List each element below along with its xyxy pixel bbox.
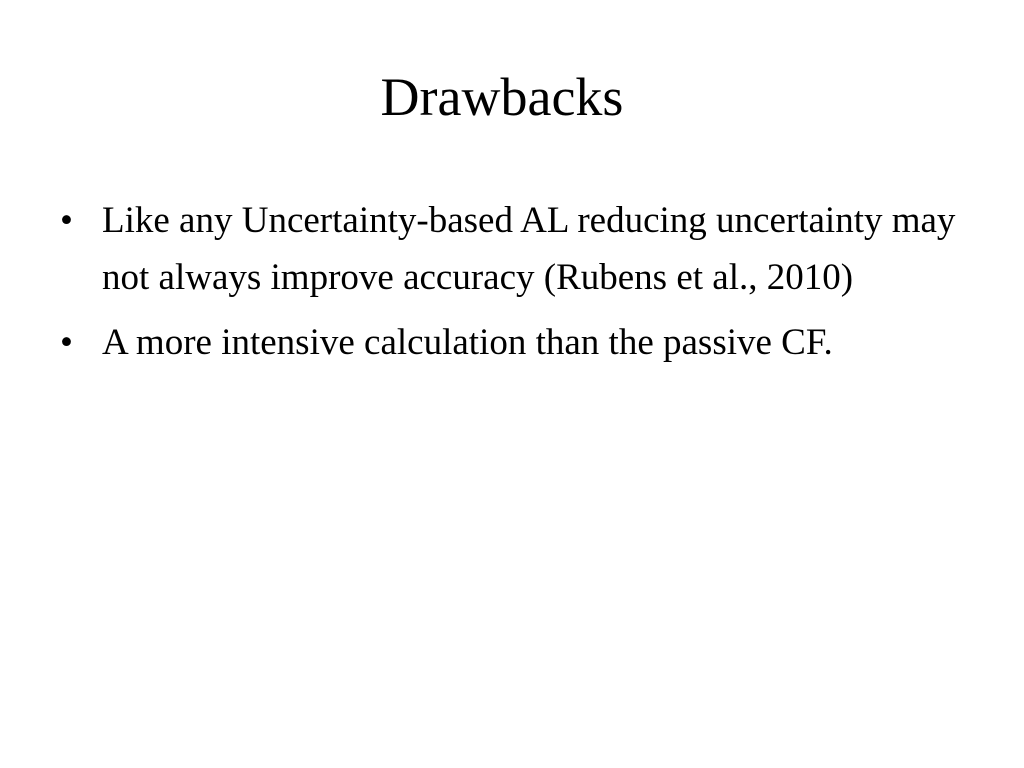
slide-title: Drawbacks bbox=[380, 67, 624, 127]
bullet-item bbox=[56, 314, 956, 371]
bullet-text: Like any Uncertainty-based AL reducing uncertainty may not always improve accuracy (Rubens et al., 2010) bbox=[102, 200, 956, 298]
bullet-dot-icon: • bbox=[60, 200, 73, 241]
bullet-dot-icon: • bbox=[60, 322, 73, 363]
bullet-item bbox=[56, 192, 956, 306]
bullet-text: A more intensive calculation than the passive CF. bbox=[102, 322, 833, 363]
bullet-list bbox=[56, 192, 956, 379]
